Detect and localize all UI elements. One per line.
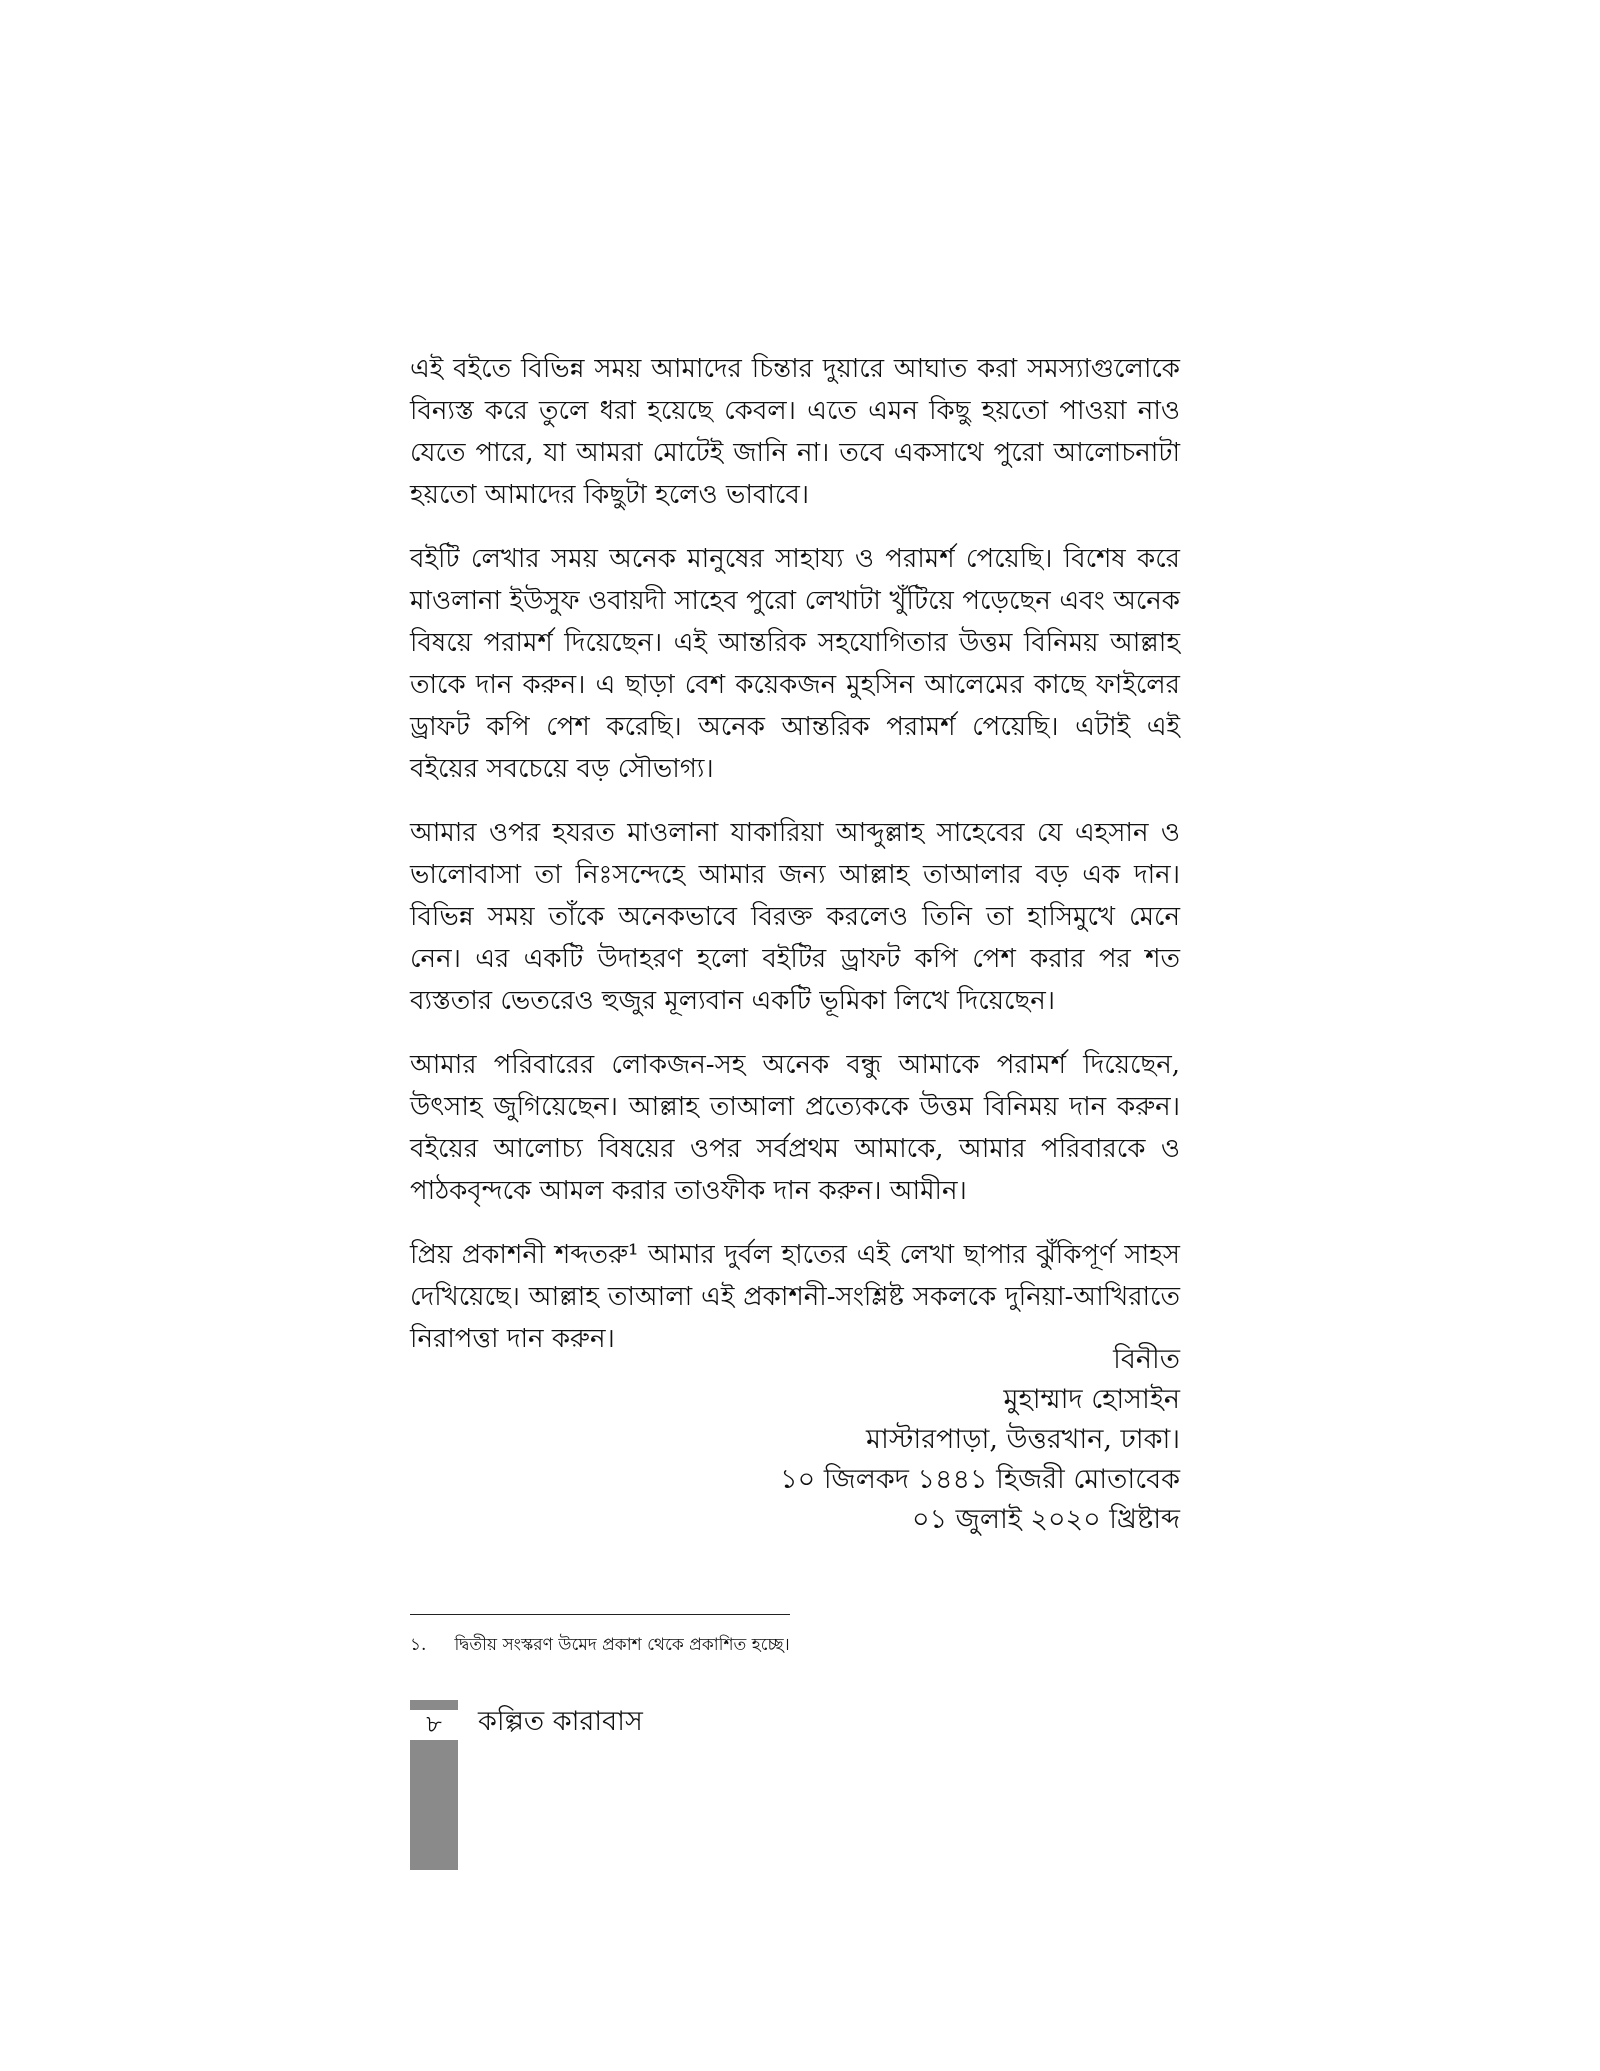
- paragraph-1: এই বইতে বিভিন্ন সময় আমাদের চিন্তার দুয়ারে আঘাত করা সমস্যাগুলোকে বিন্যস্ত করে তুলে ধরা হয়েছে কেবল। এতে এমন কিছু হয়তো পাওয়া নাও যেতে পারে, যা আমরা মোটেই জানি না। তবে একসাথে পুরো আলোচনাটা হয়তো আমাদের কিছুটা হলেও ভাবাবে।: [410, 354, 1180, 510]
- signature-block: [780, 1340, 1180, 1540]
- signature-closing: বিনীত: [1113, 1344, 1180, 1375]
- footnote-text: দ্বিতীয় সংস্করণ উমেদ প্রকাশ থেকে প্রকাশিত হচ্ছে।: [454, 1635, 790, 1655]
- hijri-date: ১০ জিলকদ ১৪৪১ হিজরী মোতাবেক: [780, 1464, 1180, 1495]
- gregorian-date: ০১ জুলাই ২০২০ খ্রিষ্টাব্দ: [912, 1504, 1180, 1535]
- footnote: [410, 1632, 790, 1658]
- footnote-marker: ১.: [410, 1635, 427, 1655]
- paragraph-2: বইটি লেখার সময় অনেক মানুষের সাহায্য ও পরামর্শ পেয়েছি। বিশেষ করে মাওলানা ইউসুফ ওবায়দী সাহেব পুরো লেখাটা খুঁটিয়ে পড়েছেন এবং অনেক বিষয়ে পরামর্শ দিয়েছেন। এই আন্তরিক সহযোগিতার উত্তম বিনিময় আল্লাহ তাকে দান করুন। এ ছাড়া বেশ কয়েকজন মুহসিন আলেমের কাছে ফাইলের ড্রাফট কপি পেশ করেছি। অনেক আন্তরিক পরামর্শ পেয়েছি। এটাই এই বইয়ের সবচেয়ে বড় সৌভাগ্য।: [410, 544, 1180, 784]
- running-book-title: কল্পিত কারাবাস: [478, 1706, 643, 1737]
- page-number: ৮: [426, 1710, 442, 1738]
- author-name: মুহাম্মাদ হোসাইন: [1003, 1384, 1180, 1415]
- paragraph-5: প্রিয় প্রকাশনী শব্দতরু¹ আমার দুর্বল হাতের এই লেখা ছাপার ঝুঁকিপূর্ণ সাহস দেখিয়েছে। আল্লাহ তাআলা এই প্রকাশনী-সংশ্লিষ্ট সকলকে দুনিয়া-আখিরাতে নিরাপত্তা দান করুন।: [410, 1240, 1180, 1354]
- paragraph-3: আমার ওপর হযরত মাওলানা যাকারিয়া আব্দুল্লাহ সাহেবের যে এহসান ও ভালোবাসা তা নিঃসন্দেহে আমার জন্য আল্লাহ তাআলার বড় এক দান। বিভিন্ন সময় তাঁকে অনেকভাবে বিরক্ত করলেও তিনি তা হাসিমুখে মেনে নেন। এর একটি উদাহরণ হলো বইটির ড্রাফট কপি পেশ করার পর শত ব্যস্ততার ভেতরেও হুজুর মূল্যবান একটি ভূমিকা লিখে দিয়েছেন।: [410, 818, 1180, 1016]
- footnote-divider: [410, 1614, 790, 1615]
- author-address: মাস্টারপাড়া, উত্তরখান, ঢাকা।: [866, 1424, 1180, 1455]
- paragraph-4: আমার পরিবারের লোকজন-সহ অনেক বন্ধু আমাকে পরামর্শ দিয়েছেন, উৎসাহ জুগিয়েছেন। আল্লাহ তাআলা প্রত্যেককে উত্তম বিনিময় দান করুন। বইয়ের আলোচ্য বিষয়ের ওপর সর্বপ্রথম আমাকে, আমার পরিবারকে ও পাঠকবৃন্দকে আমল করার তাওফীক দান করুন। আমীন।: [410, 1050, 1180, 1206]
- preface-body: [410, 348, 1180, 1382]
